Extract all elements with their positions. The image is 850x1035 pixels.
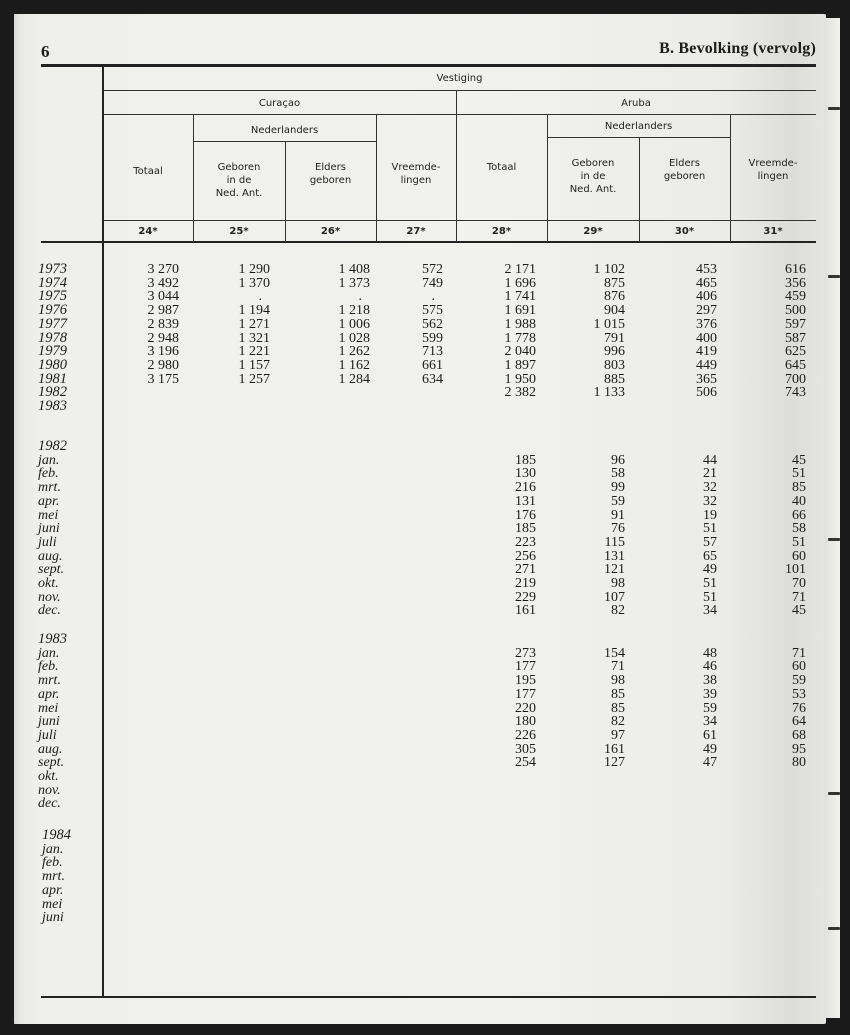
cell-aruba-geboren_nedant: 58: [611, 466, 625, 482]
cell-curacao-geboren_nedant: 1 370: [238, 275, 270, 291]
header-curacao-totaal: Totaal: [133, 166, 163, 177]
cell-aruba-totaal: 180: [515, 714, 536, 730]
cell-curacao-totaal: 2 987: [147, 303, 179, 319]
cell-aruba-totaal: 1 778: [504, 330, 536, 346]
cell-aruba-vreemdelingen: 53: [792, 686, 806, 702]
cell-aruba-elders: 34: [703, 714, 717, 730]
label-line: Vreemde-: [391, 162, 441, 173]
cell-aruba-vreemdelingen: 60: [792, 659, 806, 675]
row-label: mrt.: [38, 673, 61, 689]
cell-aruba-elders: 39: [703, 686, 717, 702]
code-30: 30*: [674, 226, 695, 237]
cell-aruba-totaal: 1 897: [504, 357, 536, 373]
cell-aruba-elders: 506: [696, 385, 717, 401]
row-label: 1980: [38, 356, 67, 373]
cell-aruba-totaal: 305: [515, 741, 536, 757]
cell-curacao-totaal: 3 270: [147, 262, 179, 277]
label-line: geboren: [309, 175, 352, 186]
cell-curacao-vreemdelingen: 572: [422, 262, 443, 277]
label-line: Elders: [669, 158, 700, 169]
cell-aruba-geboren_nedant: 76: [611, 521, 625, 537]
cell-aruba-geboren_nedant: 82: [611, 714, 625, 730]
cell-curacao-vreemdelingen: 634: [422, 371, 443, 387]
code-29: 29*: [583, 226, 603, 237]
row-label: 1983: [38, 398, 67, 414]
row-label: juli: [38, 727, 57, 743]
cell-aruba-totaal: 185: [515, 452, 536, 468]
row-label: feb.: [38, 466, 59, 482]
cell-curacao-totaal: 3 492: [147, 275, 179, 291]
scan-mark: [828, 107, 840, 110]
row-label: 1977: [38, 315, 67, 332]
cell-aruba-vreemdelingen: 45: [792, 603, 806, 619]
cell-aruba-totaal: 195: [515, 673, 536, 689]
cell-aruba-elders: 365: [696, 371, 717, 387]
cell-aruba-totaal: 1 691: [504, 303, 536, 319]
cell-aruba-vreemdelingen: 500: [785, 303, 806, 319]
cell-aruba-geboren_nedant: 904: [604, 303, 625, 319]
header-aruba: Aruba: [621, 98, 651, 109]
cell-aruba-geboren_nedant: 98: [611, 576, 625, 591]
row-label: 1973: [38, 261, 67, 277]
cell-curacao-vreemdelingen: 575: [422, 303, 443, 319]
row-label: juni: [38, 521, 60, 537]
cell-curacao-totaal: 3 196: [147, 344, 179, 360]
row-label: apr.: [38, 493, 60, 509]
row-label: okt.: [38, 576, 59, 591]
cell-aruba-totaal: 219: [515, 576, 536, 591]
cell-aruba-geboren_nedant: 71: [611, 659, 625, 675]
cell-aruba-elders: 34: [703, 603, 717, 619]
cell-aruba-totaal: 271: [515, 562, 536, 578]
row-label: juni: [42, 910, 64, 926]
code-27: 27*: [406, 226, 426, 237]
cell-curacao-elders: 1 162: [338, 357, 370, 373]
cell-aruba-elders: 21: [703, 466, 717, 482]
row-label: mrt.: [38, 480, 61, 496]
cell-aruba-elders: 32: [703, 493, 717, 509]
cell-aruba-elders: 49: [703, 741, 717, 757]
section-title: B. Bevolking (vervolg): [659, 40, 816, 57]
cell-aruba-geboren_nedant: 161: [604, 741, 625, 757]
cell-curacao-geboren_nedant: 1 194: [238, 303, 270, 319]
cell-aruba-vreemdelingen: 95: [792, 741, 806, 757]
row-label: 1979: [38, 343, 67, 360]
row-label: 1981: [38, 370, 67, 387]
cell-aruba-elders: 449: [696, 357, 717, 373]
header-aruba-totaal: Totaal: [486, 162, 517, 173]
cell-aruba-geboren_nedant: 82: [611, 603, 625, 619]
cell-aruba-geboren_nedant: 107: [604, 589, 625, 605]
header-bottom-rule: [41, 241, 816, 243]
row-label: mei: [38, 507, 59, 523]
cell-aruba-elders: 400: [696, 330, 717, 346]
cell-aruba-totaal: 1 696: [504, 275, 536, 291]
cell-aruba-elders: 32: [703, 480, 717, 496]
cell-aruba-totaal: 176: [515, 507, 536, 523]
label-line: lingen: [400, 175, 432, 186]
cell-aruba-vreemdelingen: 64: [792, 714, 806, 730]
cell-curacao-elders: 1 028: [338, 330, 370, 346]
row-label: mrt.: [42, 869, 65, 885]
cell-aruba-elders: 38: [703, 673, 717, 689]
cell-curacao-totaal: 2 839: [147, 316, 179, 332]
label-line: geboren: [663, 171, 706, 182]
row-label: mei: [38, 700, 59, 716]
cell-aruba-elders: 51: [703, 589, 717, 605]
code-25: 25*: [229, 226, 249, 237]
cell-aruba-vreemdelingen: 587: [785, 330, 806, 346]
cell-aruba-elders: 51: [703, 576, 717, 591]
cell-curacao-geboren_nedant: 1 271: [238, 316, 270, 332]
label-line: lingen: [757, 171, 789, 182]
row-label: 1975: [38, 288, 67, 305]
cell-aruba-vreemdelingen: 459: [785, 289, 806, 305]
year-label: 1983: [38, 631, 67, 647]
cell-aruba-geboren_nedant: 96: [611, 452, 625, 468]
cell-aruba-geboren_nedant: 97: [611, 727, 625, 743]
stub-divider: [102, 66, 104, 998]
row-label: 1978: [38, 329, 67, 346]
row-label: okt.: [38, 769, 59, 784]
code-26: 26*: [320, 226, 341, 237]
cell-aruba-geboren_nedant: 803: [604, 357, 625, 373]
cell-curacao-elders: 1 218: [338, 303, 370, 319]
year-label: 1984: [42, 827, 71, 843]
row-label: feb.: [42, 855, 63, 871]
cell-aruba-totaal: 185: [515, 521, 536, 537]
cell-aruba-vreemdelingen: 597: [785, 316, 806, 332]
cell-curacao-geboren_nedant: 1 221: [238, 344, 270, 360]
label-line: in de: [580, 171, 606, 182]
row-label: jan.: [38, 645, 60, 661]
cell-curacao-vreemdelingen: .: [431, 289, 435, 305]
cell-aruba-totaal: 177: [515, 686, 536, 702]
header-aruba-elders: [639, 157, 730, 183]
cell-aruba-totaal: 131: [515, 493, 536, 509]
scan-mark: [828, 927, 840, 930]
cell-curacao-geboren_nedant: 1 257: [238, 371, 270, 387]
row-label: 1976: [38, 302, 67, 319]
code-28: 28*: [491, 226, 512, 237]
cell-curacao-elders: 1 373: [338, 275, 370, 291]
cell-aruba-totaal: 2 171: [504, 262, 536, 277]
cell-curacao-vreemdelingen: 749: [422, 275, 443, 291]
row-label: nov.: [38, 782, 61, 798]
cell-aruba-geboren_nedant: 1 133: [593, 385, 625, 401]
cell-aruba-vreemdelingen: 70: [792, 576, 806, 591]
cell-aruba-elders: 61: [703, 727, 717, 743]
cell-aruba-totaal: 226: [515, 727, 536, 743]
cell-aruba-totaal: 223: [515, 534, 536, 550]
cell-aruba-totaal: 1 950: [504, 371, 536, 387]
cell-curacao-geboren_nedant: .: [258, 289, 262, 305]
cell-aruba-vreemdelingen: 51: [792, 534, 806, 550]
cell-aruba-geboren_nedant: 885: [604, 371, 625, 387]
row-label: juni: [38, 714, 60, 730]
cell-aruba-geboren_nedant: 876: [604, 289, 625, 305]
row-label: sept.: [38, 755, 65, 771]
cell-aruba-elders: 48: [703, 645, 717, 661]
cell-aruba-totaal: 254: [515, 755, 536, 771]
cell-aruba-elders: 19: [703, 507, 717, 523]
cell-aruba-geboren_nedant: 59: [611, 493, 625, 509]
cell-aruba-vreemdelingen: 743: [785, 385, 806, 401]
cell-aruba-geboren_nedant: 85: [611, 700, 625, 716]
cell-aruba-vreemdelingen: 45: [792, 452, 806, 468]
year-label: 1982: [38, 438, 67, 454]
cell-aruba-totaal: 1 988: [504, 316, 536, 332]
header-nederlanders-curacao: Nederlanders: [250, 125, 319, 136]
scan-mark: [828, 538, 840, 541]
cell-aruba-totaal: 220: [515, 700, 536, 716]
top-rule: [41, 64, 816, 67]
cell-aruba-geboren_nedant: 996: [604, 344, 625, 360]
cell-curacao-elders: .: [358, 289, 362, 305]
cell-curacao-elders: 1 006: [338, 316, 370, 332]
cell-aruba-elders: 406: [696, 289, 717, 305]
row-label: apr.: [38, 686, 60, 702]
cell-aruba-vreemdelingen: 85: [792, 480, 806, 496]
cell-aruba-geboren_nedant: 1 015: [593, 316, 625, 332]
cell-aruba-elders: 49: [703, 562, 717, 578]
cell-aruba-elders: 465: [696, 275, 717, 291]
cell-aruba-elders: 46: [703, 659, 717, 675]
cell-curacao-elders: 1 284: [338, 371, 370, 387]
cell-aruba-elders: 57: [703, 534, 717, 550]
row-label: sept.: [38, 562, 65, 578]
page-number: 6: [41, 42, 50, 61]
row-label: 1982: [38, 384, 67, 401]
cell-aruba-vreemdelingen: 60: [792, 548, 806, 564]
header-curacao-elders: [285, 161, 376, 187]
label-line: Elders: [315, 162, 346, 173]
cell-aruba-geboren_nedant: 131: [604, 548, 625, 564]
cell-aruba-elders: 419: [696, 344, 717, 360]
cell-aruba-totaal: 2 382: [504, 385, 536, 401]
cell-aruba-totaal: 216: [515, 480, 536, 496]
cell-aruba-vreemdelingen: 66: [792, 507, 806, 523]
cell-aruba-geboren_nedant: 154: [604, 645, 625, 661]
cell-aruba-vreemdelingen: 616: [785, 262, 806, 277]
header-vestiging: Vestiging: [436, 73, 483, 84]
row-label: jan.: [38, 452, 60, 468]
cell-aruba-vreemdelingen: 59: [792, 673, 806, 689]
cell-aruba-vreemdelingen: 645: [785, 357, 806, 373]
cell-aruba-vreemdelingen: 68: [792, 727, 806, 743]
cell-aruba-totaal: 161: [515, 603, 536, 619]
cell-aruba-elders: 297: [696, 303, 717, 319]
bottom-rule: [41, 996, 816, 998]
label-line: Ned. Ant.: [569, 184, 617, 195]
cell-aruba-vreemdelingen: 58: [792, 521, 806, 537]
cell-curacao-elders: 1 408: [338, 262, 370, 277]
hline-vestiging: [103, 90, 816, 91]
cell-curacao-totaal: 3 175: [147, 371, 179, 387]
header-curacao-vreemdelingen: [376, 161, 456, 187]
cell-aruba-totaal: 273: [515, 645, 536, 661]
cell-curacao-totaal: 3 044: [147, 289, 179, 305]
row-label: mei: [42, 896, 63, 912]
cell-curacao-vreemdelingen: 562: [422, 316, 443, 332]
row-label: dec.: [38, 796, 61, 812]
cell-aruba-elders: 44: [703, 452, 717, 468]
cell-aruba-vreemdelingen: 700: [785, 371, 806, 387]
row-label: apr.: [42, 882, 64, 898]
cell-aruba-geboren_nedant: 1 102: [593, 262, 625, 277]
cell-aruba-vreemdelingen: 71: [792, 589, 806, 605]
cell-aruba-geboren_nedant: 115: [604, 534, 625, 550]
cell-aruba-vreemdelingen: 40: [792, 493, 806, 509]
scan-mark: [828, 792, 840, 795]
cell-aruba-elders: 65: [703, 548, 717, 564]
cell-aruba-totaal: 130: [515, 466, 536, 482]
cell-aruba-totaal: 256: [515, 548, 536, 564]
cell-aruba-elders: 59: [703, 700, 717, 716]
cell-aruba-geboren_nedant: 99: [611, 480, 625, 496]
row-label: juli: [38, 534, 57, 550]
cell-aruba-totaal: 2 040: [504, 344, 536, 360]
label-line: Geboren: [217, 162, 261, 173]
row-label: jan.: [42, 841, 64, 857]
cell-curacao-geboren_nedant: 1 157: [238, 357, 270, 373]
row-label: aug.: [38, 548, 63, 564]
cell-aruba-totaal: 1 741: [504, 289, 536, 305]
cell-aruba-vreemdelingen: 80: [792, 755, 806, 771]
cell-aruba-totaal: 177: [515, 659, 536, 675]
hline-codes: [103, 220, 816, 221]
cell-aruba-geboren_nedant: 875: [604, 275, 625, 291]
code-24: 24*: [138, 226, 158, 237]
cell-curacao-elders: 1 262: [338, 344, 370, 360]
cell-aruba-elders: 47: [703, 755, 717, 771]
hline-island: [103, 114, 816, 115]
header-curacao-geboren: [193, 161, 285, 200]
cell-aruba-vreemdelingen: 356: [785, 275, 806, 291]
label-line: Geboren: [571, 158, 615, 169]
cell-aruba-vreemdelingen: 71: [792, 645, 806, 661]
cell-aruba-geboren_nedant: 98: [611, 673, 625, 689]
header-nederlanders-aruba: Nederlanders: [604, 121, 673, 132]
row-label: feb.: [38, 659, 59, 675]
row-label: aug.: [38, 741, 63, 757]
cell-aruba-vreemdelingen: 625: [785, 344, 806, 360]
row-label: dec.: [38, 603, 61, 619]
code-31: 31*: [763, 226, 783, 237]
cell-curacao-vreemdelingen: 661: [422, 357, 443, 373]
cell-aruba-geboren_nedant: 127: [604, 755, 625, 771]
cell-curacao-vreemdelingen: 713: [422, 344, 443, 360]
cell-curacao-geboren_nedant: 1 321: [238, 330, 270, 346]
label-line: Vreemde-: [748, 158, 798, 169]
cell-aruba-geboren_nedant: 791: [604, 330, 625, 346]
page-edge: [824, 18, 840, 1018]
row-label: nov.: [38, 589, 61, 605]
header-aruba-geboren: [547, 157, 639, 196]
cell-aruba-vreemdelingen: 51: [792, 466, 806, 482]
cell-aruba-vreemdelingen: 101: [785, 562, 806, 578]
cell-aruba-elders: 453: [696, 262, 717, 277]
cell-aruba-geboren_nedant: 91: [611, 507, 625, 523]
label-line: Ned. Ant.: [215, 188, 263, 199]
cell-curacao-totaal: 2 980: [147, 357, 179, 373]
cell-curacao-vreemdelingen: 599: [422, 330, 443, 346]
scan-mark: [828, 275, 840, 278]
label-line: in de: [226, 175, 252, 186]
header-aruba-vreemdelingen: [730, 157, 816, 183]
cell-aruba-geboren_nedant: 121: [604, 562, 625, 578]
header-curacao: Curaçao: [258, 98, 301, 109]
cell-curacao-totaal: 2 948: [147, 330, 179, 346]
cell-curacao-geboren_nedant: 1 290: [238, 262, 270, 277]
cell-aruba-elders: 51: [703, 521, 717, 537]
cell-aruba-vreemdelingen: 76: [792, 700, 806, 716]
cell-aruba-geboren_nedant: 85: [611, 686, 625, 702]
cell-aruba-elders: 376: [696, 316, 717, 332]
cell-aruba-totaal: 229: [515, 589, 536, 605]
row-label: 1974: [38, 274, 67, 291]
